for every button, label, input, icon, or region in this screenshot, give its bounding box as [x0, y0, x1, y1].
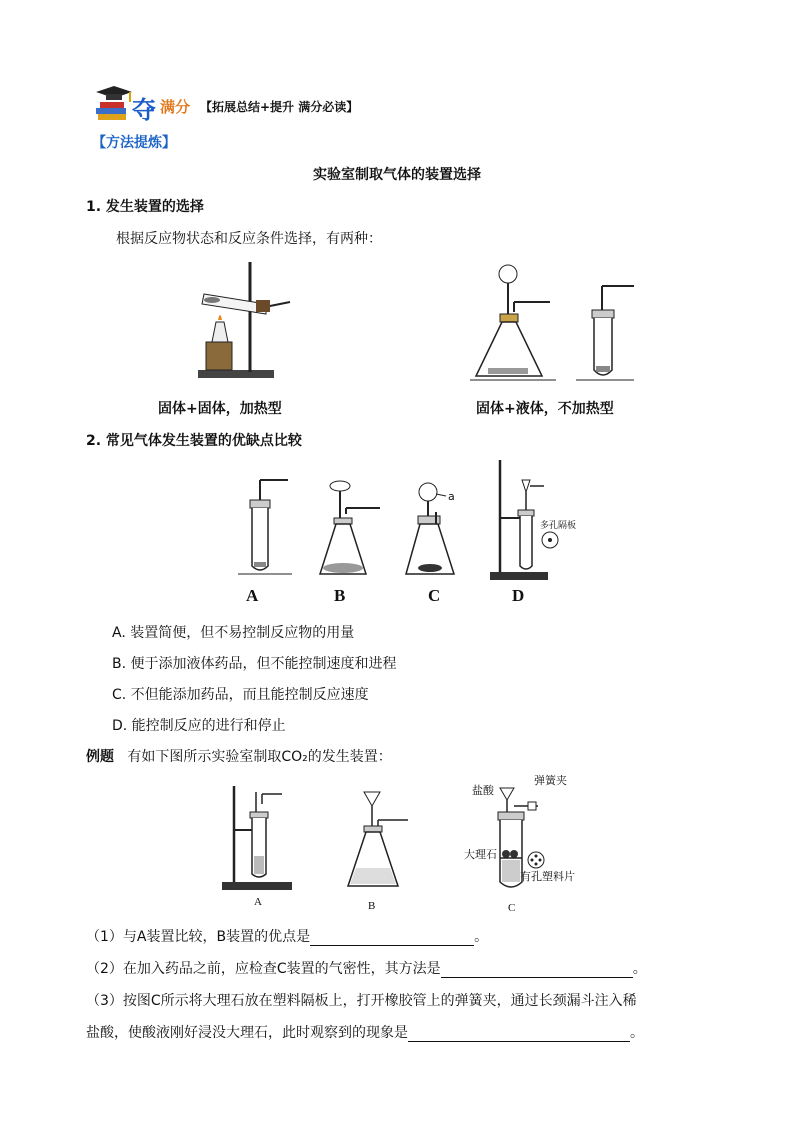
- question-2-text: （2）在加入药品之前，应检查C装置的气密性，其方法是: [86, 961, 441, 977]
- question-3-end: 。: [630, 1025, 644, 1041]
- paragraph-1: 根据反应物状态和反应条件选择，有两种：: [116, 231, 382, 247]
- answer-blank-2[interactable]: [441, 963, 633, 978]
- heading-1: 1. 发生装置的选择: [86, 199, 204, 215]
- answer-blank-1[interactable]: [310, 931, 474, 946]
- heading-2: 2. 常见气体发生装置的优缺点比较: [86, 433, 302, 449]
- option-d: D. 能控制反应的进行和停止: [112, 718, 286, 734]
- apparatus-label-b: B: [334, 586, 346, 605]
- example-line: [86, 746, 392, 766]
- example-text: 有如下图所示实验室制取CO₂的发生装置：: [127, 749, 392, 765]
- example-figure-b: [344, 790, 414, 894]
- fig-label-b: B: [368, 900, 376, 912]
- apparatus-label-a: A: [246, 586, 259, 605]
- option-b: B. 便于添加液体药品，但不能控制速度和进程: [112, 656, 397, 672]
- question-1: [86, 926, 488, 946]
- apparatus-a-figure: [238, 474, 294, 578]
- fig-label-a: A: [254, 896, 262, 908]
- apparatus-label-c: C: [428, 586, 441, 605]
- option-a: A. 装置简便，但不易控制反应物的用量: [112, 625, 355, 641]
- label-plate: 有孔塑料片: [520, 870, 575, 883]
- header-tagline: 【拓展总结+提升 满分必读】: [200, 100, 359, 114]
- apparatus-label-d: D: [512, 586, 525, 605]
- label-clip: 弹簧夹: [534, 774, 567, 787]
- question-2: [86, 958, 647, 978]
- perforated-plate-icon: [526, 850, 546, 870]
- question-2-end: 。: [632, 961, 647, 977]
- label-a-small: a: [448, 490, 455, 503]
- apparatus-b-figure: [318, 478, 384, 580]
- example-figure-a: [220, 782, 296, 894]
- option-c: C. 不但能添加药品，而且能控制反应速度: [112, 687, 369, 703]
- test-tube-figure: [576, 282, 638, 382]
- answer-blank-3[interactable]: [408, 1027, 630, 1042]
- label-porous-plate: 多孔隔板: [540, 521, 577, 531]
- apparatus-c-figure: [404, 478, 470, 580]
- heating-apparatus-figure: [196, 258, 296, 380]
- logo-char: 夺: [132, 96, 156, 124]
- flask-funnel-figure: [470, 262, 560, 384]
- label-hcl: 盐酸: [472, 784, 494, 797]
- page-title: 实验室制取气体的装置选择: [313, 167, 481, 183]
- caption-solid-liquid: 固体+液体，不加热型: [476, 401, 614, 417]
- fig-label-c: C: [508, 902, 516, 914]
- logo-word: 满分: [160, 98, 191, 116]
- question-1-end: 。: [474, 929, 489, 945]
- section-heading: 【方法提炼】: [92, 135, 176, 151]
- caption-solid-solid: 固体+固体，加热型: [158, 401, 282, 417]
- question-1-text: （1）与A装置比较，B装置的优点是: [86, 929, 311, 945]
- question-3-line-2: [86, 1022, 644, 1042]
- example-label: 例题: [86, 749, 114, 765]
- question-3-line-1: （3）按图C所示将大理石放在塑料隔板上，打开橡胶管上的弹簧夹，通过长颈漏斗注入稀: [86, 993, 637, 1009]
- label-marble: 大理石: [464, 848, 497, 861]
- question-3-text: 盐酸，使酸液刚好浸没大理石，此时观察到的现象是: [86, 1025, 408, 1041]
